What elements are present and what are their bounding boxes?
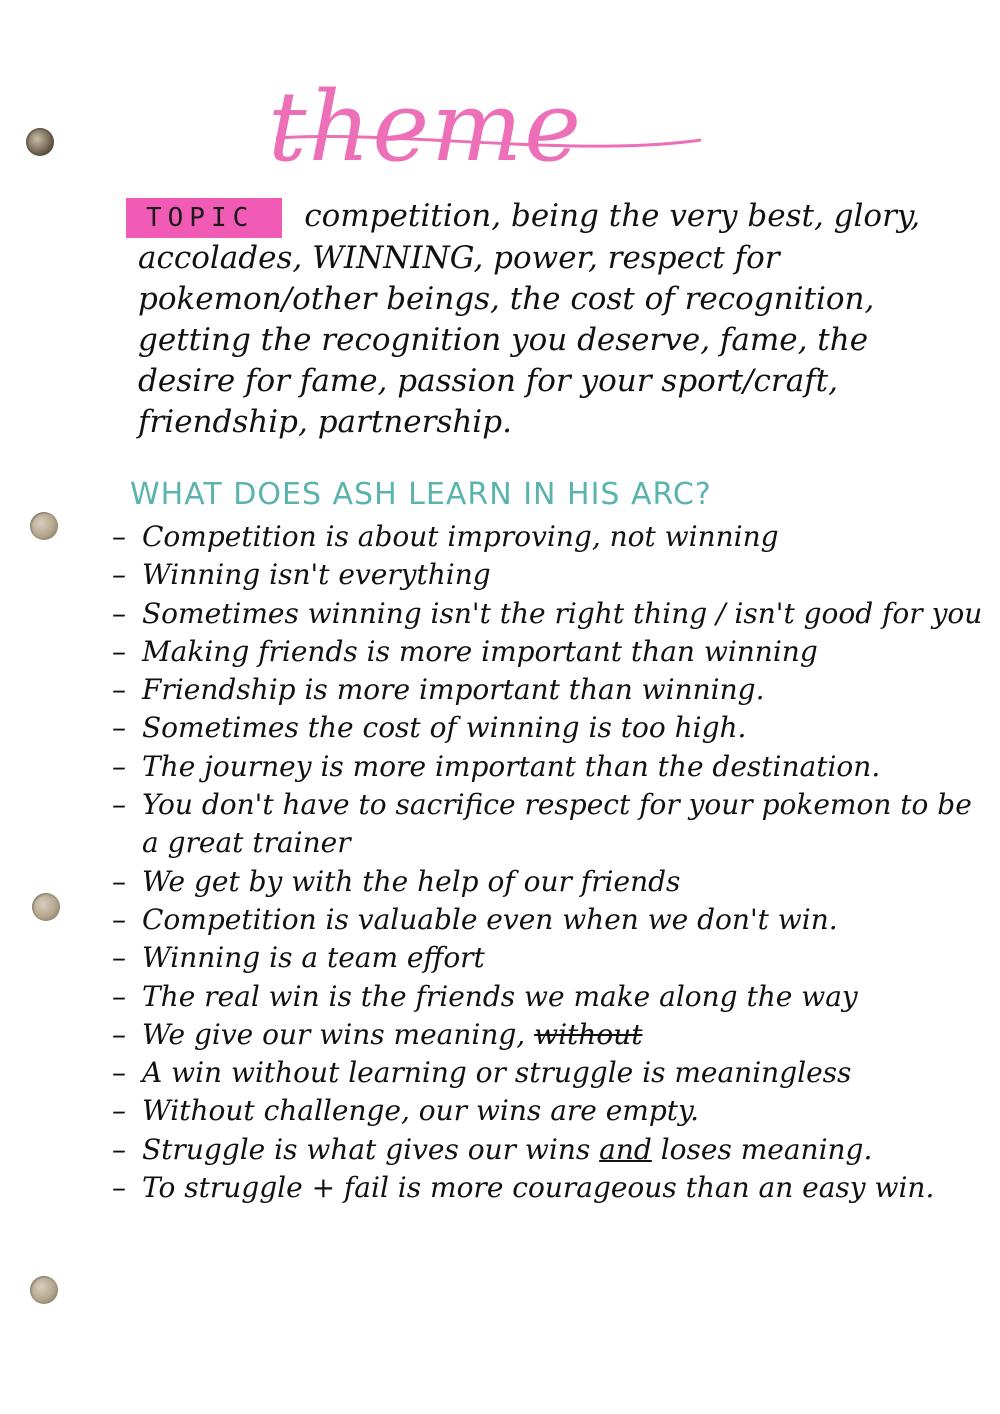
list-item: – You don't have to sacrifice respect for your pokemon to be a great trainer: [112, 786, 992, 863]
topic-paragraph: [138, 196, 938, 443]
list-item: – Friendship is more important than winning.: [112, 671, 992, 709]
list-item: – Competition is about improving, not winning: [112, 518, 992, 556]
list-item: – Competition is valuable even when we don't win.: [112, 901, 992, 939]
list-item: – The real win is the friends we make along the way: [112, 978, 992, 1016]
punch-hole: [30, 1276, 58, 1304]
list-item: – A win without learning or struggle is meaningless: [112, 1054, 992, 1092]
title-flourish: [276, 128, 701, 168]
underlined-word: and: [599, 1132, 652, 1166]
punch-hole: [32, 893, 60, 921]
topic-text: competition, being the very best, glory, accolades, WINNING, power, respect for pokemon/other beings, the cost of recognition, getting the recognition you deserve, fame, the desire for fame, passion for your sport/craft, friendship, partnership.: [138, 198, 921, 440]
list-item: – We get by with the help of our friends: [112, 863, 992, 901]
list-item: – Struggle is what gives our wins and loses meaning.: [112, 1131, 992, 1169]
list-item: – We give our wins meaning, without: [112, 1016, 992, 1054]
list-item: – Winning isn't everything: [112, 556, 992, 594]
topic-highlight-tag: TOPIC: [126, 198, 282, 238]
list-item: – Without challenge, our wins are empty.: [112, 1092, 992, 1130]
list-item: – Sometimes winning isn't the right thing / isn't good for you: [112, 595, 992, 633]
list-item: – To struggle + fail is more courageous than an easy win.: [112, 1169, 992, 1207]
list-item: – Making friends is more important than winning: [112, 633, 992, 671]
list-item: – Winning is a team effort: [112, 939, 992, 977]
punch-hole: [26, 128, 54, 156]
page-title: theme: [268, 71, 584, 183]
lessons-list: [112, 518, 992, 1207]
section-heading: WHAT DOES ASH LEARN IN HIS ARC?: [130, 477, 712, 512]
list-item: – Sometimes the cost of winning is too high.: [112, 709, 992, 747]
punch-hole: [30, 512, 58, 540]
list-item: – The journey is more important than the destination.: [112, 748, 992, 786]
struck-word: without: [534, 1017, 643, 1051]
